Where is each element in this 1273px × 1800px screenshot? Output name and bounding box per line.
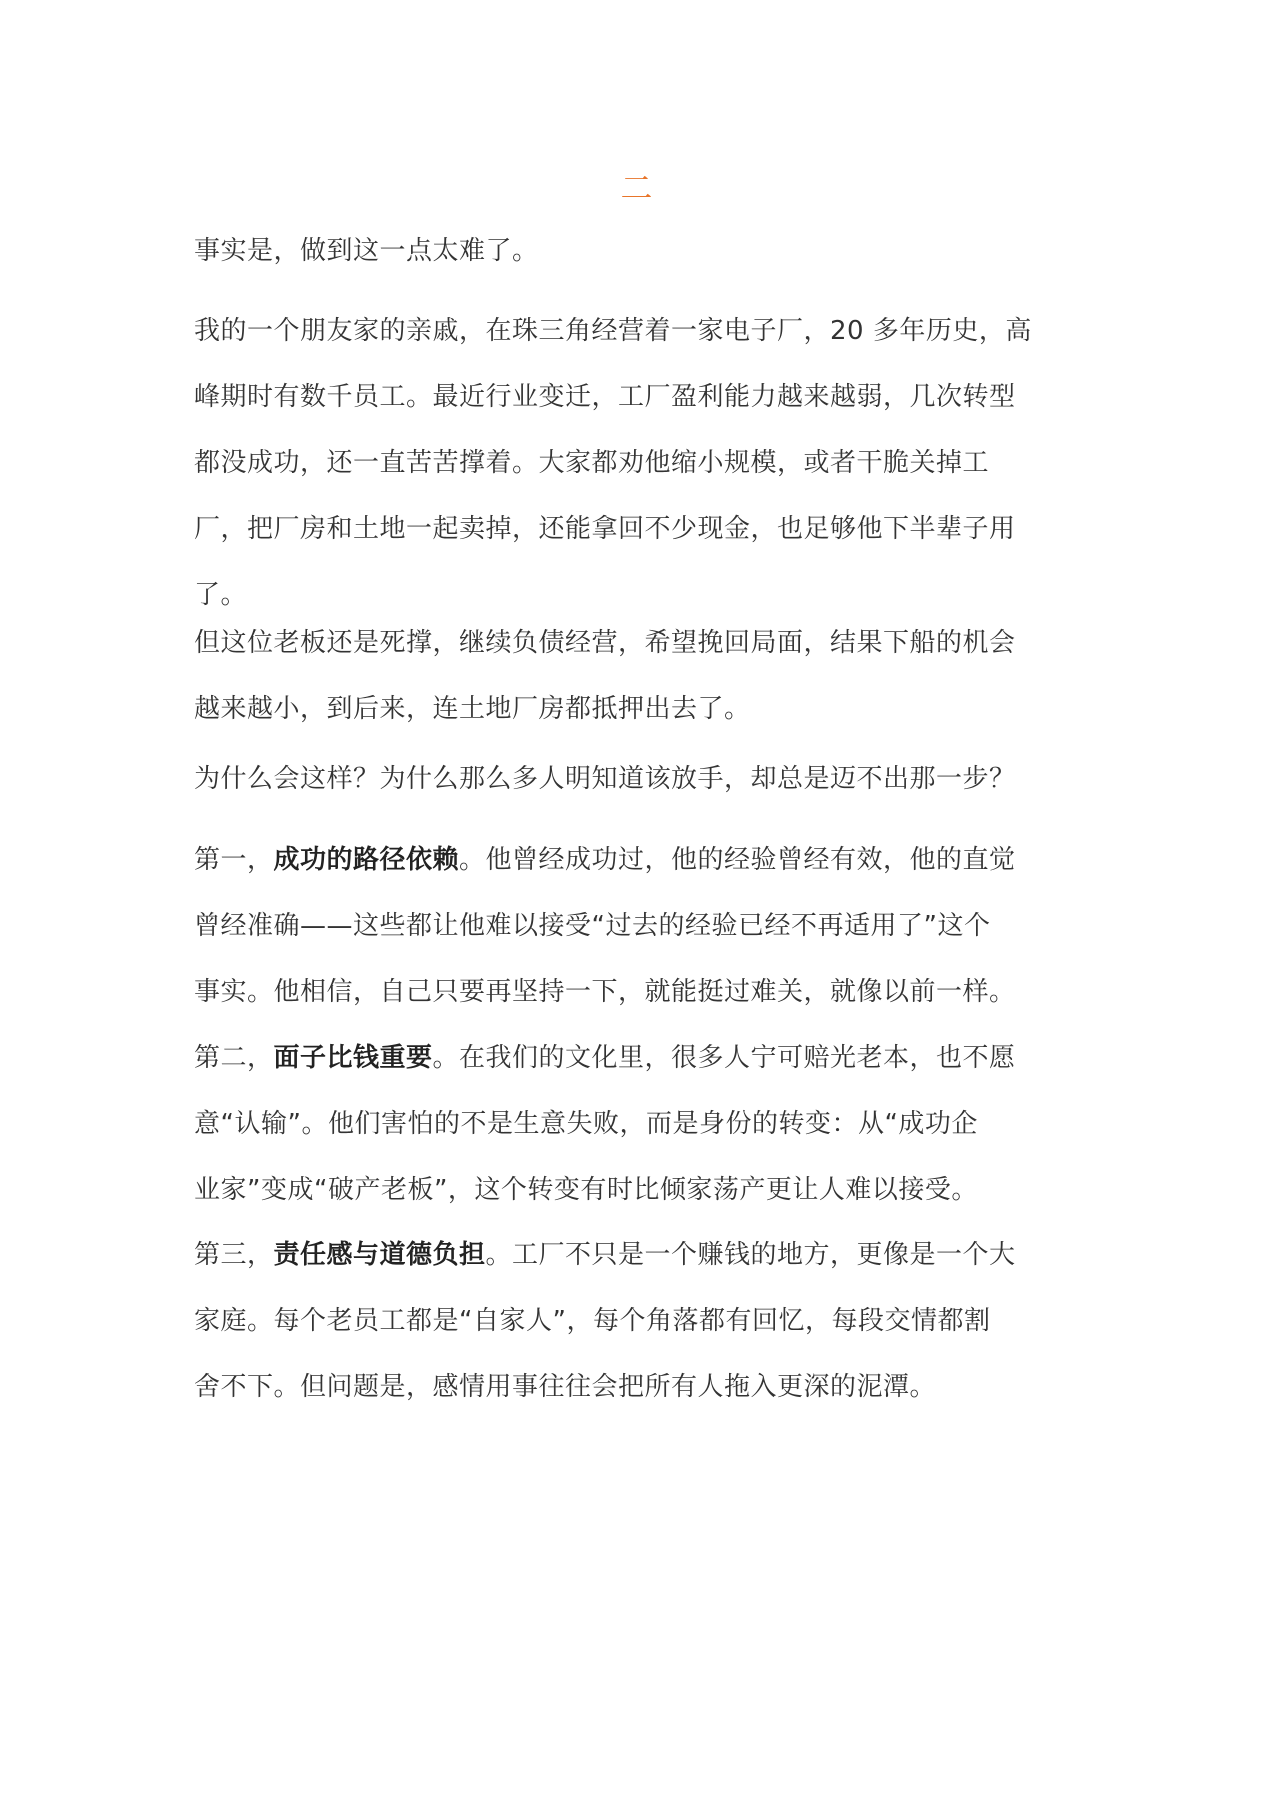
paragraph-line: 曾经准确——这些都让他难以接受“过去的经验已经不再适用了”这个 [194, 911, 991, 941]
paragraph-5 [194, 827, 1084, 1025]
paragraph-6 [194, 1025, 1084, 1223]
paragraph-line: 都没成功，还一直苦苦撑着。大家都劝他缩小规模，或者干脆关掉工 [194, 448, 990, 478]
paragraph-2 [194, 298, 1084, 628]
paragraph-bold-phrase: 责任感与道德负担 [273, 1240, 486, 1270]
paragraph-line: 峰期时有数千员工。最近行业变迁，工厂盈利能力越来越弱，几次转型 [194, 382, 1016, 412]
paragraph-line: 为什么会这样？为什么那么多人明知道该放手，却总是迈不出那一步？ [194, 764, 1016, 794]
paragraph-line: 了。 [194, 580, 248, 610]
paragraph-prefix: 第一， [194, 845, 274, 875]
paragraph-first-rest: 。在我们的文化里，很多人宁可赔光老本，也不愿 [432, 1043, 1016, 1073]
paragraph-line: 事实是，做到这一点太难了。 [194, 236, 539, 266]
paragraph-line: 越来越小，到后来，连土地厂房都抵押出去了。 [194, 694, 751, 724]
paragraph-7 [194, 1222, 1084, 1420]
paragraph-1 [194, 218, 1084, 284]
paragraph-first-line [194, 827, 1084, 893]
paragraph-line: 厂，把厂房和土地一起卖掉，还能拿回不少现金，也足够他下半辈子用 [194, 514, 1016, 544]
paragraph-prefix: 第三， [194, 1240, 274, 1270]
paragraph-line: 事实。他相信，自己只要再坚持一下，就能挺过难关，就像以前一样。 [194, 977, 1016, 1007]
section-heading: 二 [620, 169, 653, 207]
paragraph-line: 业家”变成“破产老板”，这个转变有时比倾家荡产更让人难以接受。 [194, 1175, 978, 1205]
paragraph-line: 舍不下。但问题是，感情用事往往会把所有人拖入更深的泥潭。 [194, 1372, 937, 1402]
paragraph-line: 我的一个朋友家的亲戚，在珠三角经营着一家电子厂，20 多年历史，高 [194, 316, 1032, 346]
paragraph-bold-phrase: 面子比钱重要 [273, 1043, 433, 1073]
paragraph-bold-phrase: 成功的路径依赖 [273, 845, 460, 875]
paragraph-3 [194, 610, 1084, 742]
paragraph-line: 意“认输”。他们害怕的不是生意失败，而是身份的转变：从“成功企 [194, 1109, 978, 1139]
paragraph-first-rest: 。他曾经成功过，他的经验曾经有效，他的直觉 [459, 845, 1016, 875]
paragraph-first-line [194, 1222, 1084, 1288]
paragraph-line: 但这位老板还是死撑，继续负债经营，希望挽回局面，结果下船的机会 [194, 628, 1016, 658]
paragraph-line: 家庭。每个老员工都是“自家人”，每个角落都有回忆，每段交情都割 [194, 1306, 991, 1336]
paragraph-4 [194, 746, 1084, 812]
paragraph-prefix: 第二， [194, 1043, 274, 1073]
paragraph-first-rest: 。工厂不只是一个赚钱的地方，更像是一个大 [485, 1240, 1016, 1270]
paragraph-first-line [194, 1025, 1084, 1091]
